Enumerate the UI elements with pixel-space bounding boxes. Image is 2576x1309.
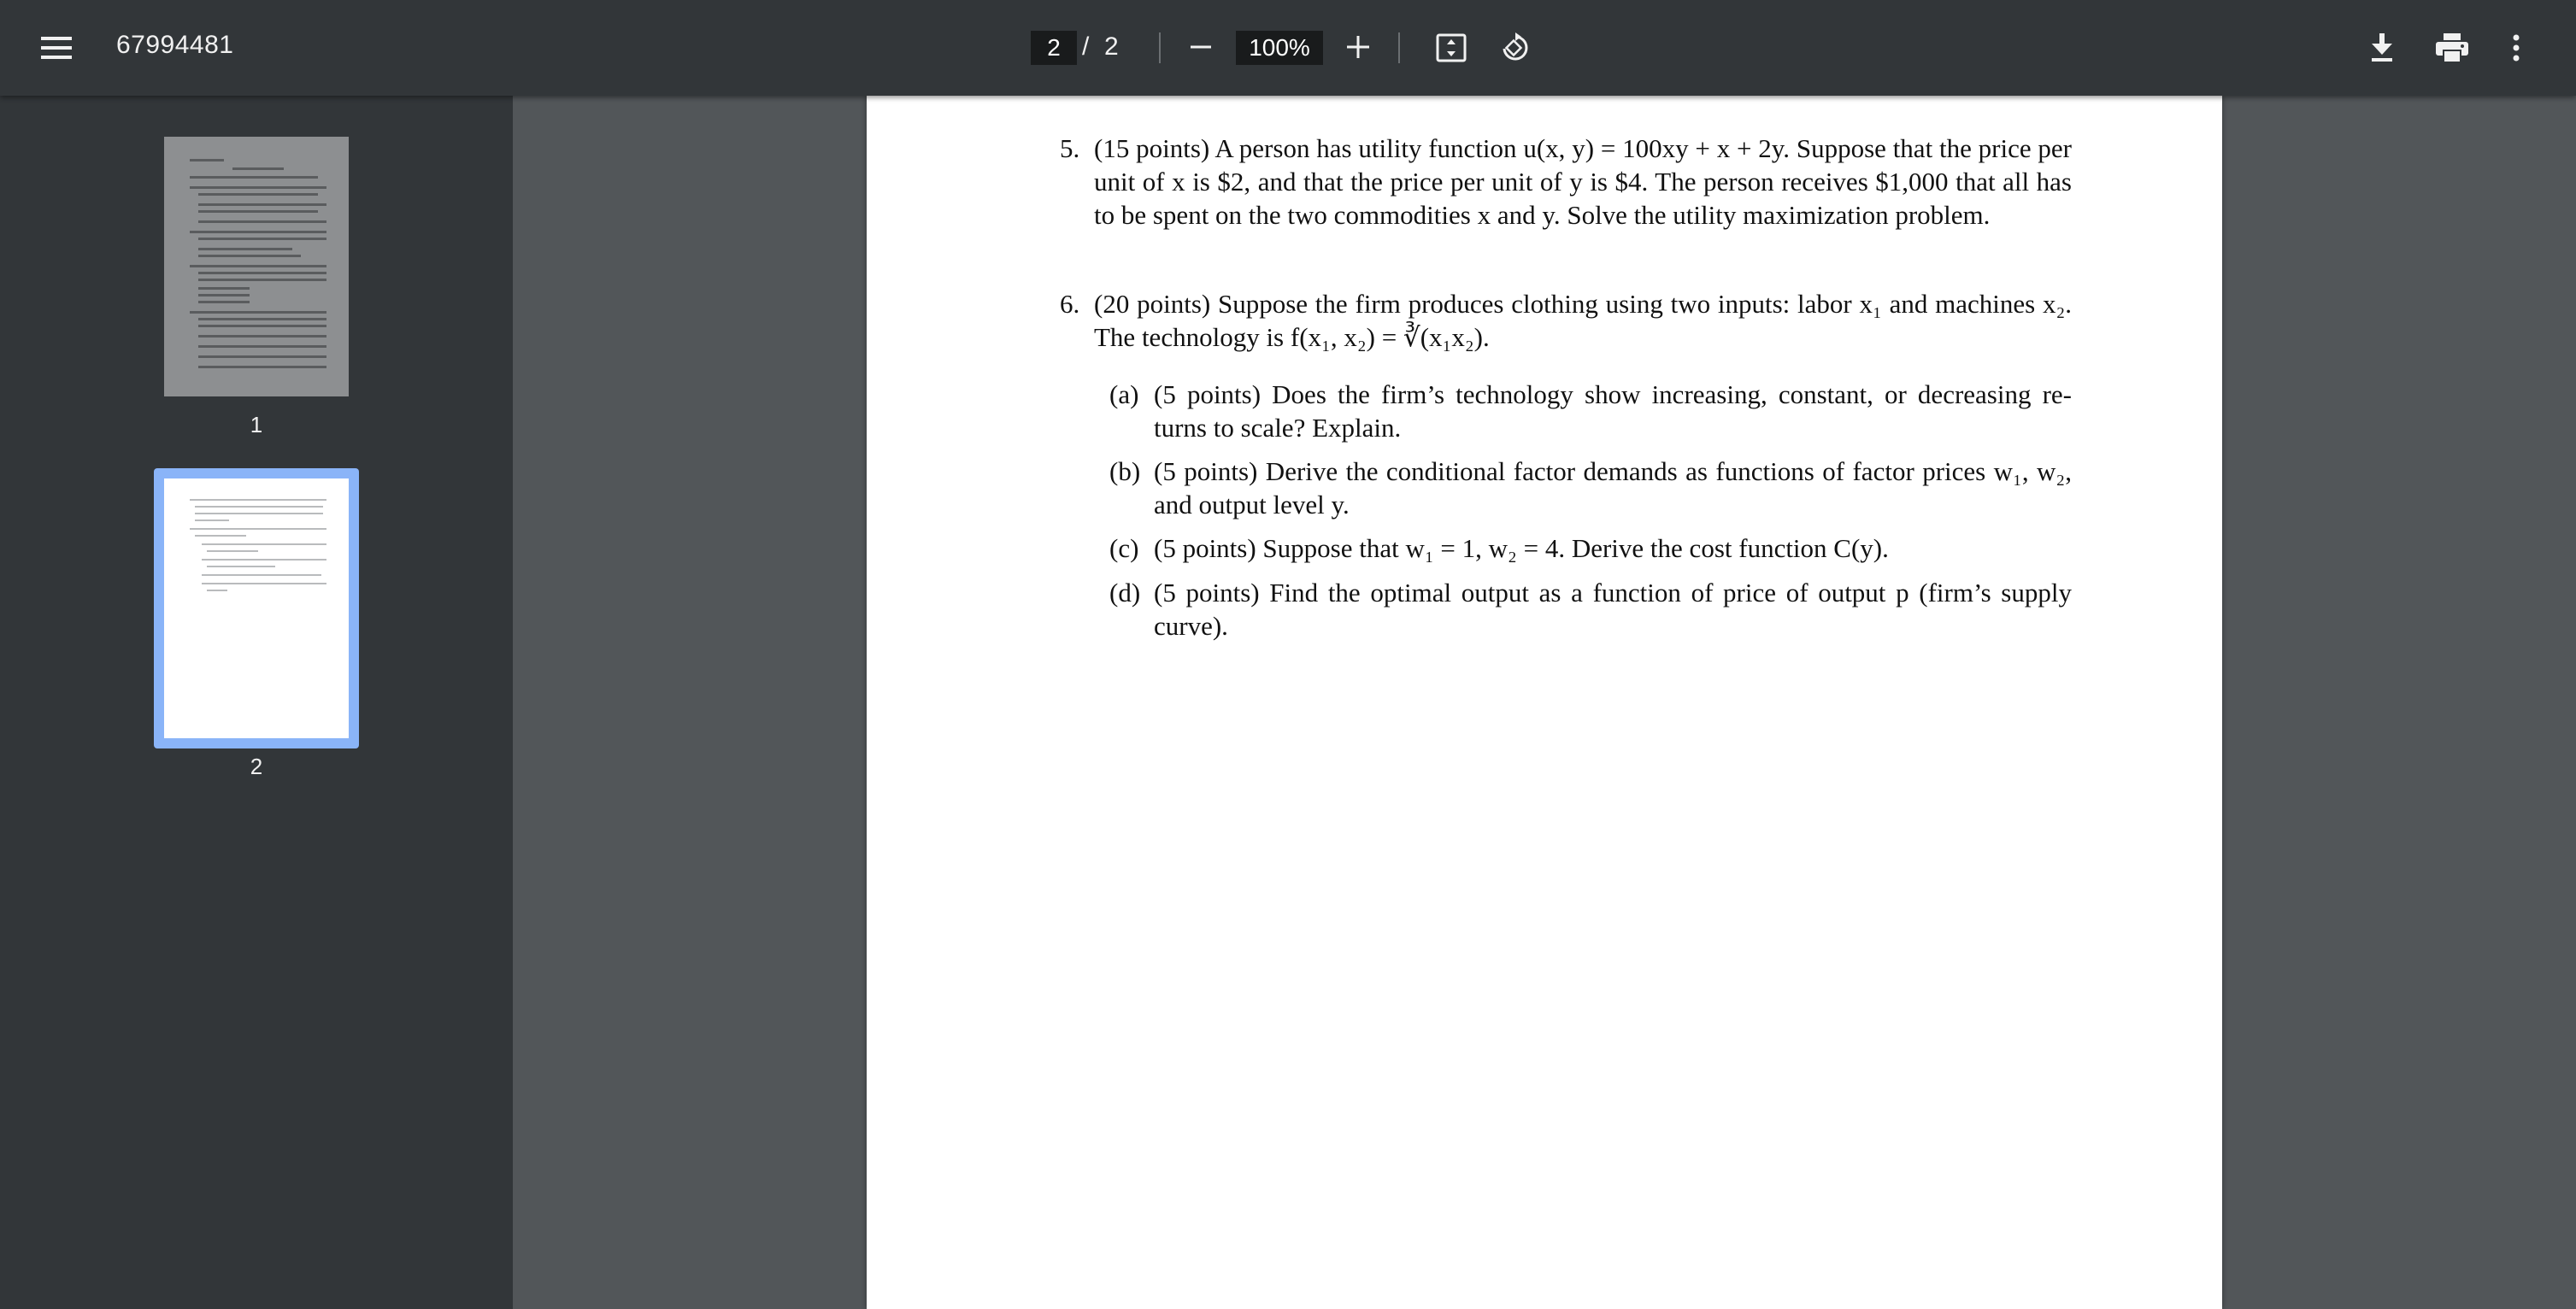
subpart-label: (d) (1109, 578, 1141, 608)
subpart-text: (5 points) Does the firm’s technology show increasing, constant, or decreasing re-turns to scale? Explain. (1154, 379, 2072, 443)
pdf-page (867, 96, 2222, 1309)
problem-text: (15 points) A person has utility function u(x, y) = 100xy + x + 2y. Suppose that the price per unit of x is $2, and that the price per unit of y is $4. The person receives $1,000 that all has to be spent on the two commodities x and y. Solve the utility maximization problem. (1094, 133, 2072, 230)
zoom-in-icon[interactable] (1337, 26, 1379, 68)
thumbnail-label: 1 (250, 412, 263, 437)
page-thumbnail-1[interactable] (164, 137, 349, 396)
pdf-toolbar (0, 0, 2576, 96)
print-icon[interactable] (2429, 26, 2475, 70)
subpart-text: (5 points) Derive the conditional factor demands as functions of factor prices w₁, w₂, and output level y. (1154, 456, 2072, 519)
rotate-icon[interactable] (1491, 26, 1538, 70)
problem-6b (1109, 455, 2072, 521)
fit-page-icon[interactable] (1427, 26, 1475, 70)
subpart-text: (5 points) Find the optimal output as a function of price of output p (firm’s supply curve). (1154, 578, 2072, 641)
problem-5 (1060, 132, 2072, 232)
menu-icon[interactable] (31, 24, 82, 72)
problem-6 (1060, 287, 2072, 354)
problem-number: 6. (1060, 289, 1080, 319)
thumbnail-sidebar (0, 96, 513, 1309)
more-vert-icon[interactable] (2499, 26, 2533, 70)
zoom-out-icon[interactable] (1179, 26, 1222, 68)
page-thumbnail-2 (164, 478, 349, 738)
problem-6d (1109, 576, 2072, 643)
download-icon[interactable] (2361, 26, 2403, 70)
subpart-text: (5 points) Suppose that w₁ = 1, w₂ = 4. Derive the cost function C(y). (1154, 533, 1889, 563)
problem-text: (20 points) Suppose the firm produces clothing using two inputs: labor x₁ and machines x₂. The technology is f(x₁, x₂) = ∛(x₁x₂). (1094, 289, 2072, 352)
document-title: 67994481 (116, 31, 234, 59)
page-total: 2 (1104, 32, 1119, 61)
page-separator: / (1082, 32, 1090, 61)
problem-6c (1109, 531, 2072, 565)
thumbnail-label: 2 (250, 754, 263, 779)
problem-number: 5. (1060, 133, 1080, 163)
page-number-input[interactable] (1031, 31, 1077, 65)
zoom-level-input[interactable]: 100% (1236, 31, 1323, 65)
subpart-label: (b) (1109, 456, 1141, 486)
subpart-label: (c) (1109, 533, 1139, 563)
toolbar-divider (1159, 32, 1161, 63)
problem-6a (1109, 378, 2072, 444)
subpart-label: (a) (1109, 379, 1139, 409)
page-thumbnail-2-selected[interactable] (154, 468, 359, 748)
toolbar-divider (1398, 32, 1400, 63)
